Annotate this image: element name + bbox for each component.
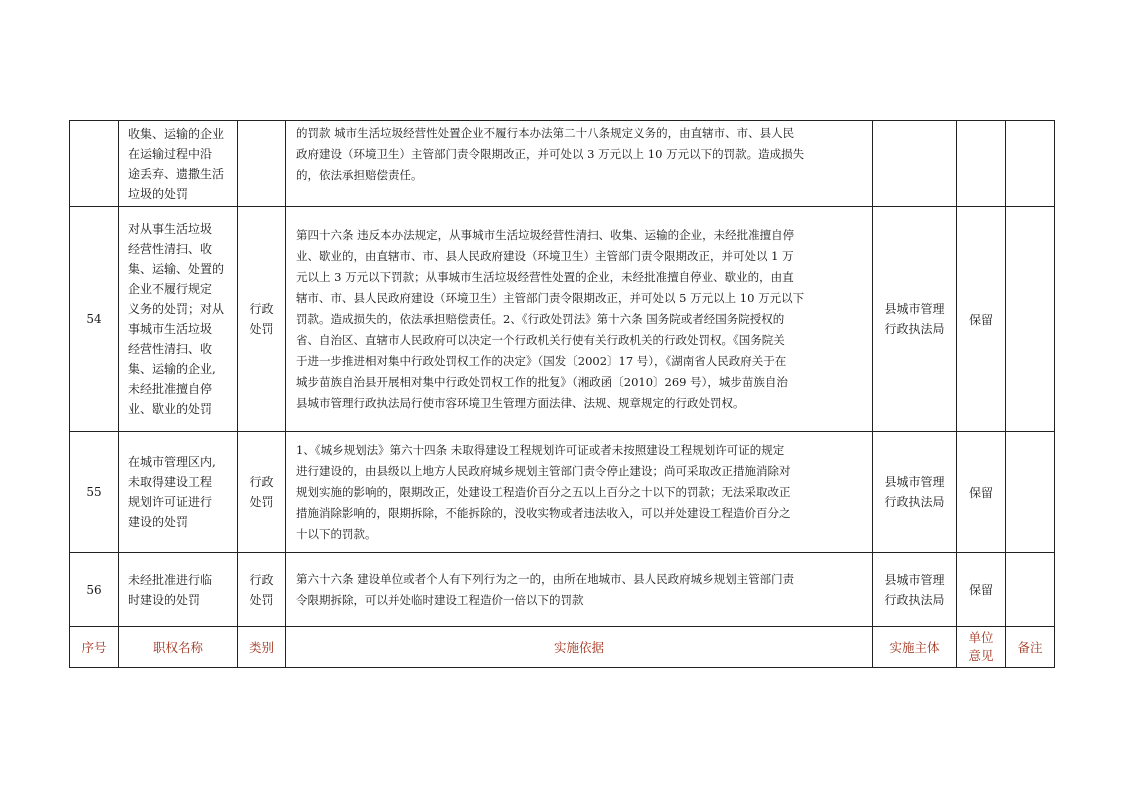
header-implementing-body: 实施主体 xyxy=(873,627,957,668)
power-category: 行政 处罚 xyxy=(238,432,286,553)
power-name: 在城市管理区内, 未取得建设工程 规划许可证进行 建设的处罚 xyxy=(119,432,238,553)
implementing-body: 县城市管理 行政执法局 xyxy=(873,207,957,432)
power-name: 未经批准进行临 时建设的处罚 xyxy=(119,553,238,627)
table-row xyxy=(70,432,1055,553)
table-row xyxy=(70,553,1055,627)
table-body xyxy=(70,121,1055,668)
power-name: 对从事生活垃圾 经营性清扫、收 集、运输、处置的 企业不履行规定 义务的处罚；对从 事城市生活垃圾 经营性清扫、收 集、运输的企业, 未经批准擅自停 业、歇业的处罚 xyxy=(119,207,238,432)
header-unit-opinion: 单位 意见 xyxy=(957,627,1006,668)
power-category xyxy=(238,121,286,207)
row-number xyxy=(70,121,119,207)
unit-opinion: 保留 xyxy=(957,553,1006,627)
implementing-body xyxy=(873,121,957,207)
remarks xyxy=(1006,121,1055,207)
legal-basis: 的罚款 城市生活垃圾经营性处置企业不履行本办法第二十八条规定义务的，由直辖市、市、县人民 政府建设（环境卫生）主管部门责令限期改正，并可处以 3 万元以上 10 万元以下的罚款。造成损失 的，依法承担赔偿责任。 xyxy=(286,121,873,207)
implementing-body: 县城市管理 行政执法局 xyxy=(873,432,957,553)
legal-basis: 第六十六条 建设单位或者个人有下列行为之一的，由所在地城市、县人民政府城乡规划主管部门责 令限期拆除，可以并处临时建设工程造价一倍以下的罚款 xyxy=(286,553,873,627)
remarks xyxy=(1006,432,1055,553)
table-header-row xyxy=(70,627,1055,668)
row-number: 55 xyxy=(70,432,119,553)
header-category: 类别 xyxy=(238,627,286,668)
power-category: 行政 处罚 xyxy=(238,207,286,432)
row-number: 54 xyxy=(70,207,119,432)
unit-opinion xyxy=(957,121,1006,207)
legal-basis: 第四十六条 违反本办法规定，从事城市生活垃圾经营性清扫、收集、运输的企业，未经批准擅自停 业、歇业的，由直辖市、市、县人民政府建设（环境卫生）主管部门责令限期改正，并可处以 1 万 元以上 3 万元以下罚款；从事城市生活垃圾经营性处置的企业，未经批准擅自停业、歇业的，由直 辖市、市、县人民政府建设（环境卫生）主管部门责令限期改正，并可处以 5 万元以上 10 万元以下 罚款。造成损失的，依法承担赔偿责任。2、《行政处罚法》第十六条 国务院或者经国务院授权的 省、自治区、直辖市人民政府可以决定一个行政机关行使有关行政机关的行政处罚权。《国务院关 于进一步推进相对集中行政处罚权工作的决定》（国发〔2002〕17 号），《湖南省人民政府关于在 城步苗族自治县开展相对集中行政处罚权工作的批复》（湘政函〔2010〕269 号），城步苗族自治 县城市管理行政执法局行使市容环境卫生管理方面法律、法规、规章规定的行政处罚权。 xyxy=(286,207,873,432)
power-name: 收集、运输的企业 在运输过程中沿 途丢弃、遗撒生活 垃圾的处罚 xyxy=(119,121,238,207)
row-number: 56 xyxy=(70,553,119,627)
legal-basis: 1、《城乡规划法》第六十四条 未取得建设工程规划许可证或者未按照建设工程规划许可证的规定 进行建设的，由县级以上地方人民政府城乡规划主管部门责令停止建设；尚可采取改正措施消除对 规划实施的影响的，限期改正，处建设工程造价百分之五以上百分之十以下的罚款；无法采取改正 措施消除影响的，限期拆除，不能拆除的，没收实物或者违法收入，可以并处建设工程造价百分之 十以下的罚款。 xyxy=(286,432,873,553)
power-category: 行政 处罚 xyxy=(238,553,286,627)
table-row xyxy=(70,121,1055,207)
table-row xyxy=(70,207,1055,432)
header-legal-basis: 实施依据 xyxy=(286,627,873,668)
powers-table xyxy=(69,120,1055,668)
implementing-body: 县城市管理 行政执法局 xyxy=(873,553,957,627)
header-number: 序号 xyxy=(70,627,119,668)
header-power-name: 职权名称 xyxy=(119,627,238,668)
remarks xyxy=(1006,207,1055,432)
header-remarks: 备注 xyxy=(1006,627,1055,668)
unit-opinion: 保留 xyxy=(957,432,1006,553)
unit-opinion: 保留 xyxy=(957,207,1006,432)
remarks xyxy=(1006,553,1055,627)
